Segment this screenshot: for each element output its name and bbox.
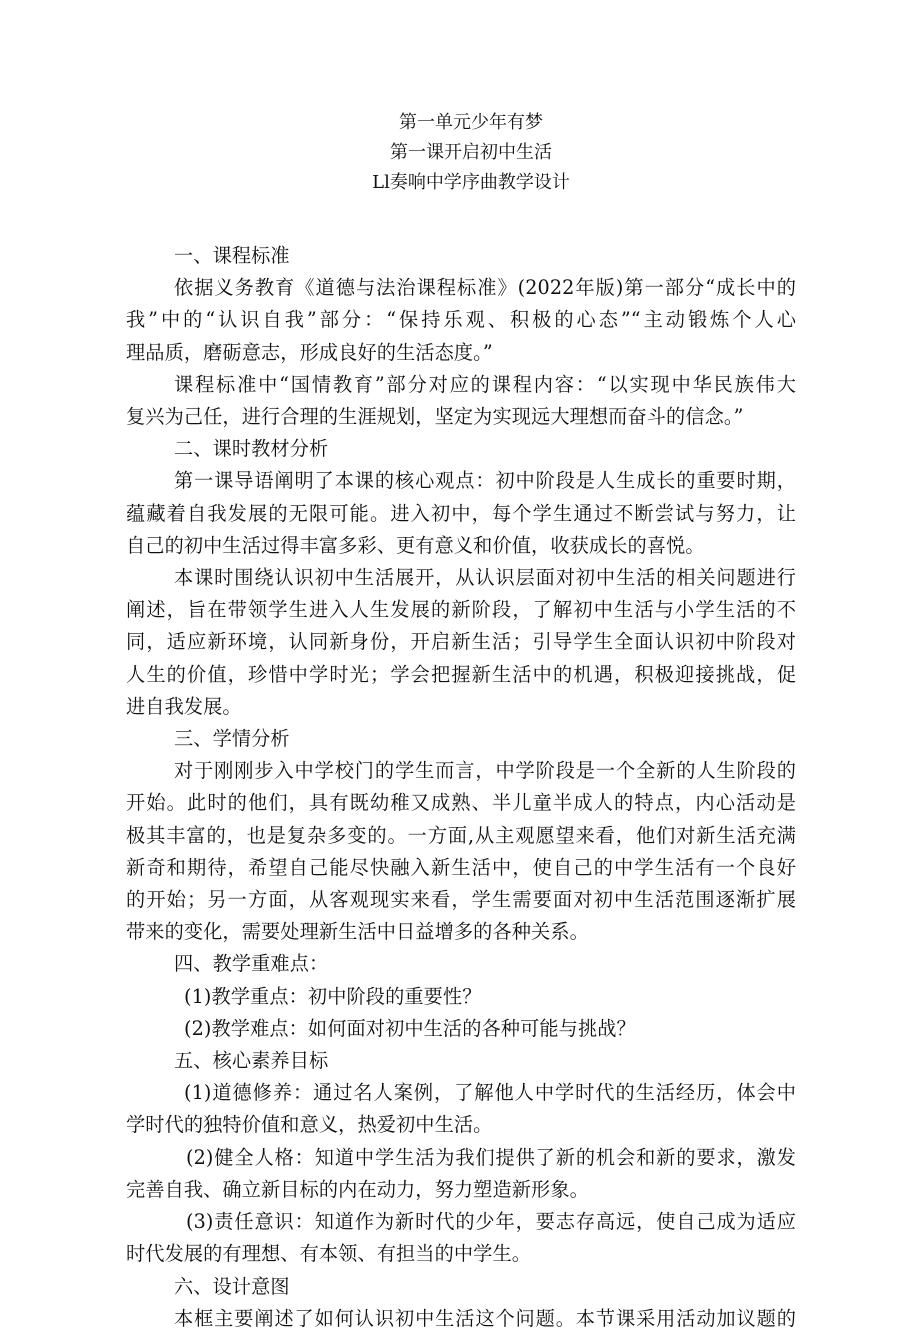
heading-design-intent: 六、设计意图 bbox=[174, 1274, 290, 1298]
paragraph-line: 时代发展的有理想、有本领、有担当的中学生。 bbox=[126, 1242, 532, 1266]
list-item: (1)道德修养：通过名人案例，了解他人中学时代的生活经历，体会中 bbox=[184, 1081, 796, 1105]
paragraph-line: 完善自我、确立新目标的内在动力，努力塑造新形象。 bbox=[126, 1177, 589, 1201]
paragraph-line: 本框主要阐述了如何认识初中生活这个问题。本节课采用活动加议题的 bbox=[174, 1306, 796, 1330]
heading-key-points: 四、教学重难点： bbox=[174, 952, 329, 976]
paragraph-line: 同，适应新环境，认同新身份，开启新生活；引导学生全面认识初中阶段对 bbox=[126, 630, 796, 654]
paragraph-line: 依据义务教育《道德与法治课程标准》(2022年版)第一部分“成长中的 bbox=[174, 276, 796, 300]
unit-title: 第一单元少年有梦 bbox=[399, 112, 543, 133]
paragraph-line: 我”中的“认识自我”部分：“保持乐观、积极的心态”“主动锻炼个人心 bbox=[126, 308, 796, 332]
paragraph-line: 新奇和期待，希望自己能尽快融入新生活中，使自己的中学生活有一个良好 bbox=[126, 855, 796, 879]
section-title: Ll奏响中学序曲教学设计 bbox=[372, 172, 570, 193]
list-item: (2)教学难点：如何面对初中生活的各种可能与挑战？ bbox=[184, 1016, 636, 1040]
heading-curriculum-standard: 一、课程标准 bbox=[174, 244, 290, 267]
paragraph-line: 人生的价值，珍惜中学时光；学会把握新生活中的机遇，积极迎接挑战，促 bbox=[126, 662, 796, 686]
paragraph-line: 第一课导语阐明了本课的核心观点：初中阶段是人生成长的重要时期， bbox=[174, 469, 796, 493]
paragraph-line: 带来的变化，需要处理新生活中日益增多的各种关系。 bbox=[126, 920, 589, 944]
heading-textbook-analysis: 二、课时教材分析 bbox=[174, 437, 329, 461]
paragraph-line: 的开始；另一方面，从客观现实来看，学生需要面对初中生活范围逐渐扩展 bbox=[126, 888, 796, 912]
paragraph-line: 开始。此时的他们，具有既幼稚又成熟、半儿童半成人的特点，内心活动是 bbox=[126, 791, 796, 815]
paragraph-line: 阐述，旨在带领学生进入人生发展的新阶段，了解初中生活与小学生活的不 bbox=[126, 598, 796, 622]
paragraph-line: 自己的初中生活过得丰富多彩、更有意义和价值，收获成长的喜悦。 bbox=[126, 533, 705, 557]
list-item: (2)健全人格：知道中学生活为我们提供了新的机会和新的要求，激发 bbox=[186, 1145, 796, 1169]
document-page bbox=[126, 108, 796, 1335]
paragraph-line: 理品质，磨砺意志，形成良好的生活态度。” bbox=[126, 340, 493, 364]
paragraph-line: 进自我发展。 bbox=[126, 694, 242, 718]
heading-core-literacy: 五、核心素养目标 bbox=[174, 1049, 329, 1073]
lesson-title: 第一课开启初中生活 bbox=[390, 142, 552, 163]
paragraph-line: 课程标准中“国情教育”部分对应的课程内容：“以实现中华民族伟大 bbox=[174, 372, 796, 396]
list-item: (3)责任意识：知道作为新时代的少年，要志存高远，使自己成为适应 bbox=[186, 1210, 796, 1234]
paragraph-line: 极其丰富的，也是复杂多变的。一方面,从主观愿望来看，他们对新生活充满 bbox=[126, 823, 796, 847]
heading-student-analysis: 三、学情分析 bbox=[174, 727, 290, 751]
paragraph-line: 对于刚刚步入中学校门的学生而言，中学阶段是一个全新的人生阶段的 bbox=[174, 759, 796, 783]
paragraph-line: 学时代的独特价值和意义，热爱初中生活。 bbox=[126, 1113, 493, 1137]
list-item: (1)教学重点：初中阶段的重要性？ bbox=[184, 984, 482, 1008]
paragraph-line: 复兴为己任，进行合理的生涯规划，坚定为实现远大理想而奋斗的信念。” bbox=[126, 405, 744, 429]
paragraph-line: 蕴藏着自我发展的无限可能。进入初中，每个学生通过不断尝试与努力，让 bbox=[126, 501, 796, 525]
document-title-block bbox=[146, 108, 796, 198]
paragraph-line: 本课时围绕认识初中生活展开，从认识层面对初中生活的相关问题进行 bbox=[174, 566, 796, 590]
